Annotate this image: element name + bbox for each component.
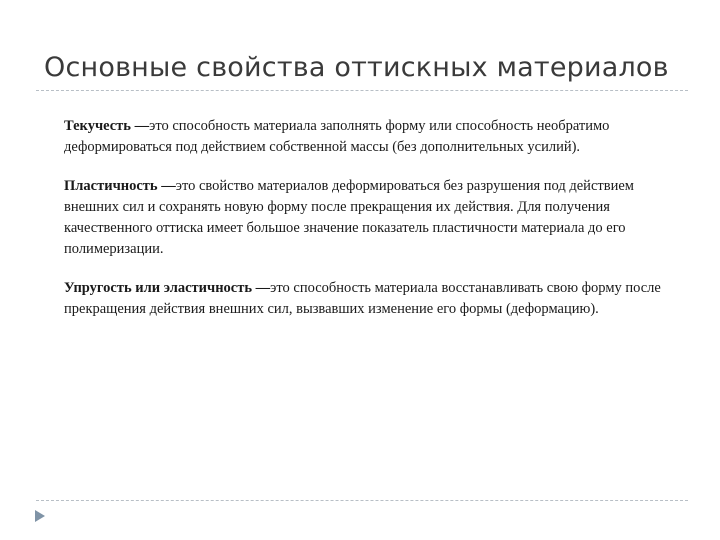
definition-plasticity: это свойство материалов деформироваться без разрушения под действием внешних сил и сохранять новую форму после прекращения их действия. Для получения качественного оттиска имеет большое значение показатель пластичности материала до его полимеризации. xyxy=(64,178,634,257)
term-fluidity: Текучесть xyxy=(64,118,131,134)
top-divider xyxy=(36,90,688,91)
dash-elasticity: — xyxy=(252,280,271,296)
definition-fluidity: это способность материала заполнять форму или способность необратимо деформироваться под действием собственной массы (без дополнительных усилий). xyxy=(64,118,610,155)
dash-fluidity: — xyxy=(130,118,150,134)
paragraph-plasticity xyxy=(64,176,664,260)
slide-body xyxy=(64,116,664,338)
term-plasticity: Пластичность xyxy=(64,178,158,194)
bottom-divider xyxy=(36,500,688,501)
paragraph-fluidity xyxy=(64,116,664,158)
term-elasticity: Упругость или эластичность xyxy=(64,280,253,296)
paragraph-elasticity xyxy=(64,278,664,320)
slide-title: Основные свойства оттискных материалов xyxy=(44,52,669,83)
play-triangle-icon[interactable] xyxy=(33,509,47,523)
dash-plasticity: — xyxy=(157,178,176,194)
definition-elasticity: это способность материала восстанавливать свою форму после прекращения действия внешних сил, вызвавших изменение его формы (деформацию). xyxy=(64,280,661,317)
